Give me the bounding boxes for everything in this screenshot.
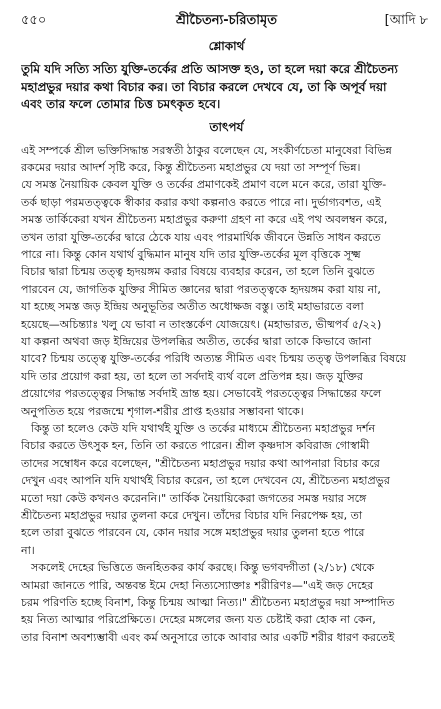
purport-line: যা হচ্ছে সমস্ত জড় ইন্দ্রিয় অনুভূতির অতীত অধোক্ষজ বস্তু। তাই মহাভারতে বলা <box>21 300 364 314</box>
purport-line: কিন্তু তা হলেও কেউ যদি যথার্থই যুক্তি ও তর্কের মাধ্যমে শ্রীচৈতন্য মহাপ্রভুর দর্শন <box>31 422 376 435</box>
purport-line: সকলেই দেহের ভিত্তিতে জনহিতকর কার্য করছে। কিন্তু ভগবদ্গীতা (২/১৮) থেকে <box>31 561 375 575</box>
chapter-reference: [আদি ৮ <box>384 13 428 28</box>
purport-line: তর্ক ছাড়া পরমতত্ত্বকে স্বীকার করার কথা কল্পনাও করতে পারে না। দুর্ভাগ্যবশত, এই <box>21 195 381 209</box>
purport-line: তাদের সম্বোধন করে বলেছেন, "শ্রীচৈতন্য মহাপ্রভুর দয়ার কথা আপনারা বিচার করে <box>21 456 380 470</box>
purport-line: যদি তার প্রয়োগ করা হয়, তা হলে তা সর্বদাই ব্যর্থ বলে প্রতিপন্ন হয়। জড় যুক্তির <box>21 369 363 383</box>
page-header <box>21 0 432 38</box>
purport-line: মতো দয়া কেউ কখনও করেননি।" তার্কিক নৈয়ায়িকেরা জগতের সমস্ত দয়ার সঙ্গে <box>21 491 367 505</box>
purport-line: যাবে? চিন্ময় তত্ত্বে যুক্তি-তর্কের পরিধি অত্যন্ত সীমিত এবং চিন্ময় তত্ত্ব উপলব্ধির বিষয়ে <box>21 352 407 366</box>
purport-line: যে সমস্ত নৈয়ায়িক কেবল যুক্তি ও তর্কের প্রমাণকেই প্রমাণ বলে মনে করে, তারা যুক্তি- <box>21 178 387 192</box>
purport-line: প্রয়োগের পরতত্ত্বের সিদ্ধান্ত সর্বদাই ভ্রান্ত হয়। সেভাবেই পরতত্ত্বের সিদ্ধান্তের ফলে <box>21 387 382 401</box>
translation-line: এবং তার ফলে তোমার চিত্ত চমৎকৃত হবে। <box>21 97 221 111</box>
purport-line: দেখুন এবং আপনি যদি যথার্থই বিচার করেন, তা হলে দেখবেন যে, শ্রীচৈতন্য মহাপ্রভুর <box>21 474 390 488</box>
purport-line: সমস্ত তার্কিকেরা যখন শ্রীচৈতন্য মহাপ্রভুর করুণা গ্রহণ না করে এই পথ অবলম্বন করে, <box>21 213 388 227</box>
purport-line: চরম পরিণতি হচ্ছে বিনাশ, কিন্তু চিন্ময় আত্মা নিত্য।" শ্রীচৈতন্য মহাপ্রভুর দয়া সম্পাদিত <box>21 596 395 610</box>
translation-heading: শ্লোকার্থ <box>208 39 245 53</box>
purport-line: যা কল্পনা অথবা জড় ইন্দ্রিয়ের উপলব্ধির অতীত, তর্কের দ্বারা তাকে কিভাবে জানা <box>21 334 372 348</box>
translation-line: মহাপ্রভুর দয়ার কথা বিচার কর। তা বিচার করলে দেখবে যে, তা কি অপূর্ব দয়া <box>21 79 387 94</box>
page-number: ৫৫০ <box>21 13 47 28</box>
translation-line: তুমি যদি সত্যি সত্যি যুক্তি-তর্কের প্রতি আসক্ত হও, তা হলে দয়া করে শ্রীচৈতন্য <box>21 62 398 76</box>
purport-line: হয় নিত্য আত্মার পরিপ্রেক্ষিতে। দেহের মঙ্গলের জন্য যত চেষ্টাই করা হোক না কেন, <box>21 613 376 627</box>
purport-line: পারবেন যে, জাগতিক যুক্তির সীমিত জ্ঞানের দ্বারা পরতত্ত্বকে হৃদয়ঙ্গম করা যায় না, <box>21 282 381 296</box>
purport-line: আমরা জানতে পারি, অন্তবন্ত ইমে দেহা নিত্যস্যোক্তাঃ শরীরিণঃ—"এই জড় দেহের <box>21 578 374 592</box>
purport-line: তার বিনাশ অবশ্যম্ভাবী এবং কর্ম অনুসারে তাকে আবার আর একটি শরীর ধারণ করতেই <box>21 630 395 644</box>
purport-line: হয়েছে—অচিন্ত্যাঃ খলু যে ভাবা ন তাংস্তর্কেণ যোজয়েৎ। (মহাভারত, ভীষ্মপর্ব ৫/২২) <box>21 317 382 331</box>
purport-line: বিচার করতে উৎসুক হন, তিনি তা করতে পারেন। শ্রীল কৃষ্ণদাস কবিরাজ গোস্বামী <box>21 439 370 453</box>
purport-line: পারে না। কিন্তু কোন যথার্থ বুদ্ধিমান মানুষ যদি তার যুক্তি-তর্কের মূল বৃত্তিকে সূক্ষ্ম <box>21 247 361 261</box>
purport-heading: তাৎপর্য <box>209 119 244 134</box>
purport-text <box>21 142 432 647</box>
purport-line: তখন তারা যুক্তি-তর্কের দ্বারে ঠেকে যায় এবং পারমার্থিক জীবনে উন্নতি সাধন করতে <box>21 230 381 244</box>
translation-text <box>21 61 432 114</box>
purport-line: রকমের দয়ার আদর্শ সৃষ্টি করে, কিন্তু শ্রীচৈতন্য মহাপ্রভুর যে দয়া তা সম্পূর্ণ ভিন্ন। <box>21 160 361 174</box>
purport-line: হলে তারা বুঝতে পারবেন যে, কোন দয়ার সঙ্গে মহাপ্রভুর দয়ার তুলনা হতে পারে <box>21 526 365 540</box>
purport-line: বিচার দ্বারা চিন্ময় তত্ত্ব হৃদয়ঙ্গম করার বিষয়ে ব্যবহার করেন, তা হলে তিনি বুঝতে <box>21 265 375 279</box>
running-title: শ্রীচৈতন্য-চরিতামৃত <box>175 13 278 28</box>
purport-line: এই সম্পর্কে শ্রীল ভক্তিসিদ্ধান্ত সরস্বতী ঠাকুর বলেছেন যে, সংকীর্ণচেতা মানুষেরা বিভিন্ন <box>21 143 392 157</box>
purport-line: অনুপতিত হয়ে পরজন্মে শৃগাল-শরীর প্রাপ্ত হওয়ার সম্ভাবনা থাকে। <box>21 404 304 418</box>
purport-line: না। <box>21 543 35 557</box>
purport-line: শ্রীচৈতন্য মহাপ্রভুর দয়ার তুলনা করে দেখুন। তাঁদের বিচার যদি নিরপেক্ষ হয়, তা <box>21 509 363 523</box>
